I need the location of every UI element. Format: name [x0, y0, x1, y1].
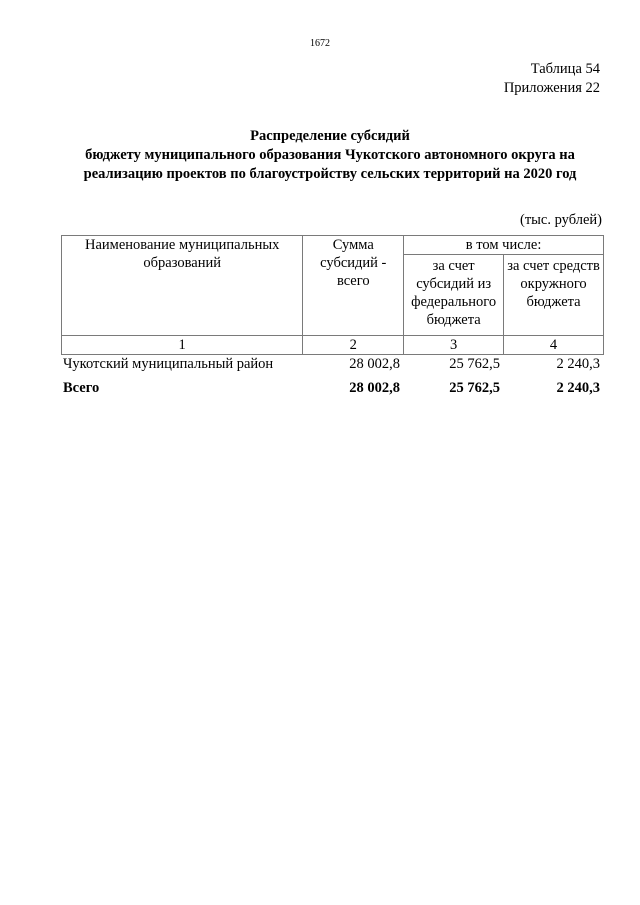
header-federal: за счет субсидий из федерального бюджета — [404, 255, 504, 336]
total-row — [61, 380, 604, 400]
title-line-2: бюджету муниципального образования Чукотского автономного округа на — [85, 147, 575, 163]
page-number: 1672 — [310, 38, 330, 49]
header-municipality: Наименование муниципальных образований — [62, 236, 303, 336]
table-row — [61, 356, 604, 376]
appendix-label: Приложения 22 — [503, 80, 600, 96]
column-number-3: 3 — [404, 336, 504, 355]
header-total-subsidy: Сумма субсидий - всего — [303, 236, 404, 336]
cell-federal: 25 762,5 — [449, 380, 500, 396]
column-number-1: 1 — [62, 336, 303, 355]
cell-name: Всего — [63, 380, 100, 396]
column-number-4: 4 — [504, 336, 604, 355]
header-including: в том числе: — [404, 236, 604, 255]
title-line-1: Распределение субсидий — [250, 128, 410, 144]
cell-total: 28 002,8 — [349, 356, 400, 372]
document-title — [40, 127, 620, 184]
title-line-3: реализацию проектов по благоустройству сельских территорий на 2020 год — [83, 166, 577, 182]
cell-total: 28 002,8 — [349, 380, 400, 396]
header-district: за счет средств окружного бюджета — [504, 255, 604, 336]
column-number-2: 2 — [303, 336, 404, 355]
cell-district: 2 240,3 — [556, 356, 600, 372]
cell-district: 2 240,3 — [556, 380, 600, 396]
table-label: Таблица 54 — [530, 61, 600, 77]
units-label: (тыс. рублей) — [520, 212, 602, 228]
appendix-reference — [504, 60, 600, 98]
cell-federal: 25 762,5 — [449, 356, 500, 372]
table-header — [61, 235, 604, 355]
cell-name: Чукотский муниципальный район — [63, 356, 274, 372]
